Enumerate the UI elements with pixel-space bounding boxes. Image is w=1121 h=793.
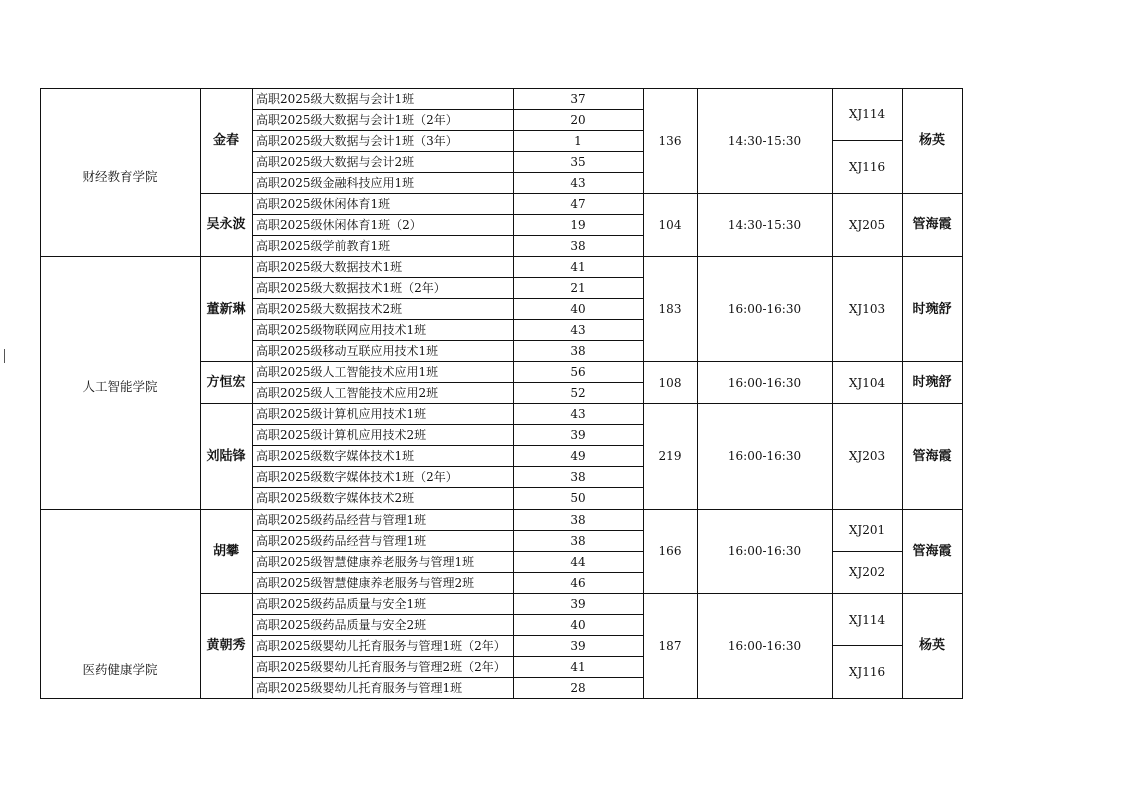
table-rule: [252, 130, 644, 131]
student-count-cell: 38: [570, 533, 586, 548]
class-name-cell: 高职2025级人工智能技术应用2班: [256, 386, 439, 401]
student-count-cell: 38: [570, 344, 586, 359]
table-rule: [40, 698, 963, 699]
table-rule: [252, 298, 644, 299]
table-rule: [252, 530, 644, 531]
table-rule: [832, 645, 903, 646]
class-name-cell: 高职2025级数字媒体技术2班: [256, 491, 415, 506]
class-name-cell: 高职2025级休闲体育1班: [256, 196, 391, 211]
class-name-cell: 高职2025级大数据与会计2班: [256, 154, 415, 169]
student-count-cell: 19: [570, 217, 586, 232]
table-rule: [40, 88, 963, 89]
table-rule: [252, 614, 644, 615]
exam-room-cell: XJ116: [848, 665, 886, 680]
exam-room-cell: XJ203: [848, 449, 886, 464]
total-count-cell: 104: [658, 217, 682, 232]
table-rule: [252, 677, 644, 678]
table-rule: [252, 319, 644, 320]
class-name-cell: 高职2025级药品经营与管理1班: [256, 512, 427, 527]
exam-time-cell: 16:00-16:30: [727, 638, 802, 653]
student-count-cell: 43: [570, 407, 586, 422]
class-name-cell: 高职2025级智慧健康养老服务与管理2班: [256, 575, 475, 590]
student-count-cell: 47: [570, 196, 586, 211]
total-count-cell: 183: [658, 302, 682, 317]
exam-room-cell: XJ114: [848, 612, 886, 627]
exam-time-cell: 16:00-16:30: [727, 375, 802, 390]
student-count-cell: 40: [570, 302, 586, 317]
class-name-cell: 高职2025级数字媒体技术1班: [256, 449, 415, 464]
student-count-cell: 56: [570, 365, 586, 380]
class-name-cell: 高职2025级计算机应用技术1班: [256, 407, 427, 422]
class-name-cell: 高职2025级药品质量与安全1班: [256, 596, 427, 611]
student-count-cell: 38: [570, 238, 586, 253]
student-count-cell: 28: [570, 680, 586, 695]
student-count-cell: 38: [570, 470, 586, 485]
student-count-cell: 39: [570, 638, 586, 653]
class-name-cell: 高职2025级计算机应用技术2班: [256, 428, 427, 443]
proctor-cell: 时琬舒: [912, 375, 952, 391]
class-name-cell: 高职2025级学前教育1班: [256, 238, 391, 253]
table-rule: [252, 635, 644, 636]
table-rule: [962, 88, 964, 698]
class-name-cell: 高职2025级金融科技应用1班: [256, 175, 415, 190]
exam-time-cell: 14:30-15:30: [727, 217, 802, 232]
exam-room-cell: XJ114: [848, 107, 886, 122]
student-count-cell: 38: [570, 512, 586, 527]
teacher-name-cell: 董新琳: [206, 301, 246, 317]
class-name-cell: 高职2025级物联网应用技术1班: [256, 323, 427, 338]
table-rule: [40, 509, 963, 510]
total-count-cell: 219: [658, 449, 682, 464]
class-name-cell: 高职2025级智慧健康养老服务与管理1班: [256, 554, 475, 569]
proctor-cell: 管海霞: [912, 448, 952, 464]
table-rule: [200, 193, 963, 194]
student-count-cell: 37: [570, 91, 586, 106]
student-count-cell: 50: [570, 491, 586, 506]
class-name-cell: 高职2025级移动互联应用技术1班: [256, 344, 439, 359]
proctor-cell: 管海霞: [912, 217, 952, 233]
table-rule: [252, 445, 644, 446]
class-name-cell: 高职2025级药品质量与安全2班: [256, 617, 427, 632]
table-rule: [252, 235, 644, 236]
teacher-name-cell: 吴永波: [206, 217, 246, 233]
table-rule: [252, 487, 644, 488]
class-name-cell: 高职2025级大数据技术1班（2年）: [256, 280, 446, 295]
proctor-cell: 杨英: [918, 638, 945, 654]
student-count-cell: 41: [570, 659, 586, 674]
total-count-cell: 187: [658, 638, 682, 653]
total-count-cell: 136: [658, 133, 682, 148]
table-rule: [252, 551, 644, 552]
class-name-cell: 高职2025级婴幼儿托育服务与管理2班（2年）: [256, 659, 506, 674]
total-count-cell: 108: [658, 375, 682, 390]
teacher-name-cell: 刘陆锋: [206, 448, 246, 464]
student-count-cell: 52: [570, 386, 586, 401]
exam-room-cell: XJ104: [848, 375, 886, 390]
college-name-cell: 财经教育学院: [82, 168, 158, 184]
student-count-cell: 44: [570, 554, 586, 569]
table-rule: [513, 88, 514, 698]
table-rule: [40, 88, 42, 698]
scan-margin-mark: [4, 349, 5, 363]
class-name-cell: 高职2025级大数据与会计1班: [256, 91, 415, 106]
table-rule: [902, 88, 903, 698]
table-rule: [252, 214, 644, 215]
class-name-cell: 高职2025级婴幼儿托育服务与管理1班（2年）: [256, 638, 506, 653]
class-name-cell: 高职2025级大数据与会计1班（3年）: [256, 133, 458, 148]
exam-room-cell: XJ201: [848, 523, 886, 538]
exam-room-cell: XJ103: [848, 302, 886, 317]
table-rule: [252, 424, 644, 425]
teacher-name-cell: 黄朝秀: [206, 638, 246, 654]
class-name-cell: 高职2025级休闲体育1班（2）: [256, 217, 422, 232]
table-rule: [252, 340, 644, 341]
exam-time-cell: 14:30-15:30: [727, 133, 802, 148]
table-rule: [252, 88, 253, 698]
class-name-cell: 高职2025级人工智能技术应用1班: [256, 365, 439, 380]
exam-room-cell: XJ202: [848, 565, 886, 580]
student-count-cell: 35: [570, 154, 586, 169]
student-count-cell: 21: [570, 280, 586, 295]
student-count-cell: 39: [570, 428, 586, 443]
table-rule: [832, 88, 833, 698]
table-rule: [832, 140, 903, 141]
student-count-cell: 49: [570, 449, 586, 464]
table-rule: [832, 551, 903, 552]
teacher-name-cell: 方恒宏: [206, 375, 246, 391]
class-name-cell: 高职2025级大数据与会计1班（2年）: [256, 112, 458, 127]
table-rule: [200, 88, 201, 698]
exam-time-cell: 16:00-16:30: [727, 544, 802, 559]
exam-time-cell: 16:00-16:30: [727, 449, 802, 464]
college-name-cell: 医药健康学院: [82, 661, 158, 677]
teacher-name-cell: 金春: [212, 133, 239, 149]
proctor-cell: 时琬舒: [912, 301, 952, 317]
table-rule: [252, 172, 644, 173]
table-rule: [697, 88, 698, 698]
table-rule: [252, 277, 644, 278]
class-name-cell: 高职2025级数字媒体技术1班（2年）: [256, 470, 458, 485]
college-name-cell: 人工智能学院: [82, 379, 158, 395]
table-rule: [40, 256, 963, 257]
table-rule: [252, 656, 644, 657]
table-rule: [252, 382, 644, 383]
class-name-cell: 高职2025级婴幼儿托育服务与管理1班: [256, 680, 463, 695]
table-rule: [252, 466, 644, 467]
exam-room-cell: XJ116: [848, 159, 886, 174]
proctor-cell: 管海霞: [912, 543, 952, 559]
exam-room-cell: XJ205: [848, 217, 886, 232]
table-rule: [252, 109, 644, 110]
table-rule: [643, 88, 644, 698]
student-count-cell: 1: [574, 133, 582, 148]
table-rule: [252, 572, 644, 573]
student-count-cell: 41: [570, 259, 586, 274]
student-count-cell: 43: [570, 175, 586, 190]
class-name-cell: 高职2025级大数据技术2班: [256, 302, 403, 317]
student-count-cell: 40: [570, 617, 586, 632]
class-name-cell: 高职2025级药品经营与管理1班: [256, 533, 427, 548]
proctor-cell: 杨英: [918, 133, 945, 149]
table-rule: [200, 361, 963, 362]
student-count-cell: 39: [570, 596, 586, 611]
table-rule: [252, 151, 644, 152]
student-count-cell: 20: [570, 112, 586, 127]
teacher-name-cell: 胡攀: [212, 543, 239, 559]
table-rule: [200, 403, 963, 404]
table-rule: [200, 593, 963, 594]
exam-time-cell: 16:00-16:30: [727, 302, 802, 317]
class-name-cell: 高职2025级大数据技术1班: [256, 259, 403, 274]
total-count-cell: 166: [658, 544, 682, 559]
student-count-cell: 43: [570, 323, 586, 338]
student-count-cell: 46: [570, 575, 586, 590]
